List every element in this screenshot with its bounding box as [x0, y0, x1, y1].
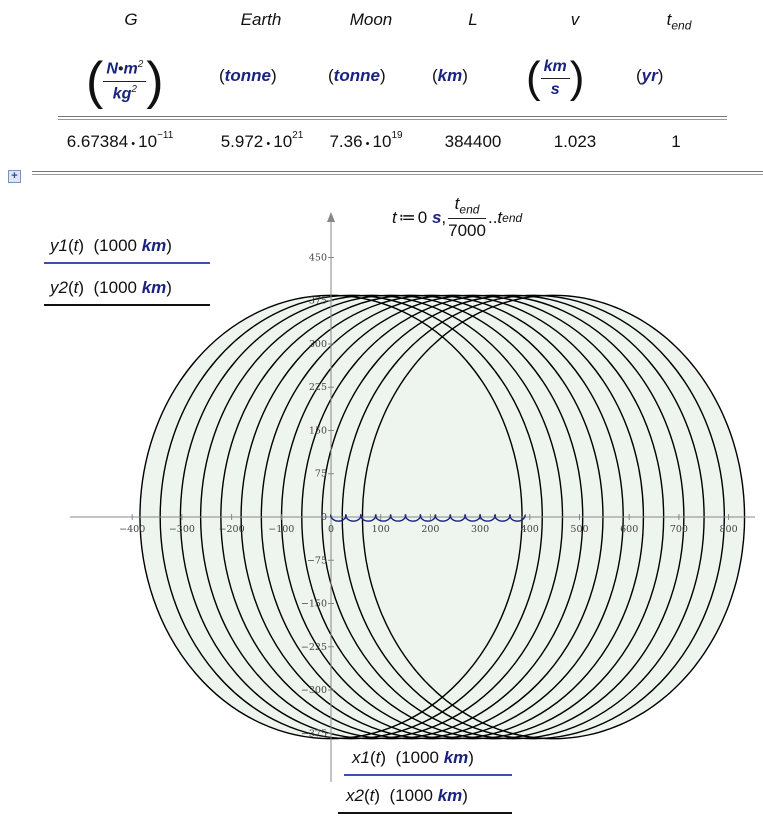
y-tick-label: −375 [300, 728, 327, 740]
unit-v: ( $\frac{km}{s}$ ) [526, 53, 585, 102]
expand-region-icon[interactable]: + [8, 170, 21, 183]
y-tick-label: 75 [314, 468, 327, 480]
x-tick-label: 500 [570, 524, 589, 535]
x-tick-label: 200 [421, 524, 440, 535]
table-rule [58, 116, 727, 117]
x-tick-label: −400 [119, 524, 146, 535]
x-tick-label: 700 [669, 524, 688, 535]
value-v: 1.023 [553, 132, 597, 151]
y-tick-label: −225 [300, 641, 327, 653]
y-tick-label: 375 [308, 295, 327, 307]
y2-label[interactable]: y2(t) (1000 km) [44, 278, 210, 306]
value-earth: 5.972 • $10^{21}$ [220, 130, 304, 151]
x1-label[interactable]: x1(t) (1000 km) [344, 748, 512, 776]
header-v: v [570, 10, 580, 29]
value-tend: 1 [671, 132, 681, 151]
y1-label[interactable]: y1(t) (1000 km) [44, 236, 210, 264]
y-tick-label: 150 [308, 425, 327, 437]
value-g: 6.67384 • $10^{-11}$ [66, 130, 174, 151]
x-tick-label: 400 [520, 524, 539, 535]
y-tick-label: 450 [308, 252, 327, 264]
header-g: G [124, 10, 138, 29]
range-definition: t ≔ 0 s , $\frac{t_{end}}{7000}$ .. t end [392, 194, 523, 241]
x-tick-label: −300 [168, 524, 195, 535]
unit-tend: (yr) [636, 66, 664, 85]
x-tick-label: 600 [620, 524, 639, 535]
y-tick-label: −75 [306, 555, 327, 567]
value-moon: 7.36 • $10^{19}$ [329, 130, 403, 151]
x-tick-label: −200 [218, 524, 245, 535]
header-earth: Earth [240, 10, 282, 29]
value-l: 384400 [444, 132, 502, 151]
unit-moon: (tonne) [328, 66, 386, 85]
x-tick-label: 300 [471, 524, 490, 535]
header-tend: $t_{end}$ [666, 10, 692, 33]
y-axis-arrow-icon [327, 212, 335, 222]
x-tick-label: 0 [327, 524, 335, 535]
table-rule-2 [58, 119, 727, 120]
header-l: L [468, 10, 478, 29]
y-tick-label: −150 [300, 598, 327, 610]
x-tick-label: −100 [268, 524, 295, 535]
y-tick-label: −300 [300, 685, 327, 697]
region-divider [32, 171, 763, 172]
orbit-plot[interactable] [0, 200, 763, 790]
unit-g: ( $\frac{N•m^2}{kg^2}$ ) [86, 52, 164, 110]
unit-l: (km) [432, 66, 468, 85]
y-tick-label: 300 [308, 338, 327, 350]
x-tick-label: 100 [371, 524, 390, 535]
x-tick-label: 800 [719, 524, 738, 535]
unit-earth: (tonne) [219, 66, 277, 85]
region-divider-2 [32, 174, 763, 175]
header-moon: Moon [349, 10, 393, 29]
y-tick-label: 0 [320, 512, 327, 523]
y-tick-label: 225 [308, 382, 327, 394]
x2-label[interactable]: x2(t) (1000 km) [338, 786, 512, 814]
